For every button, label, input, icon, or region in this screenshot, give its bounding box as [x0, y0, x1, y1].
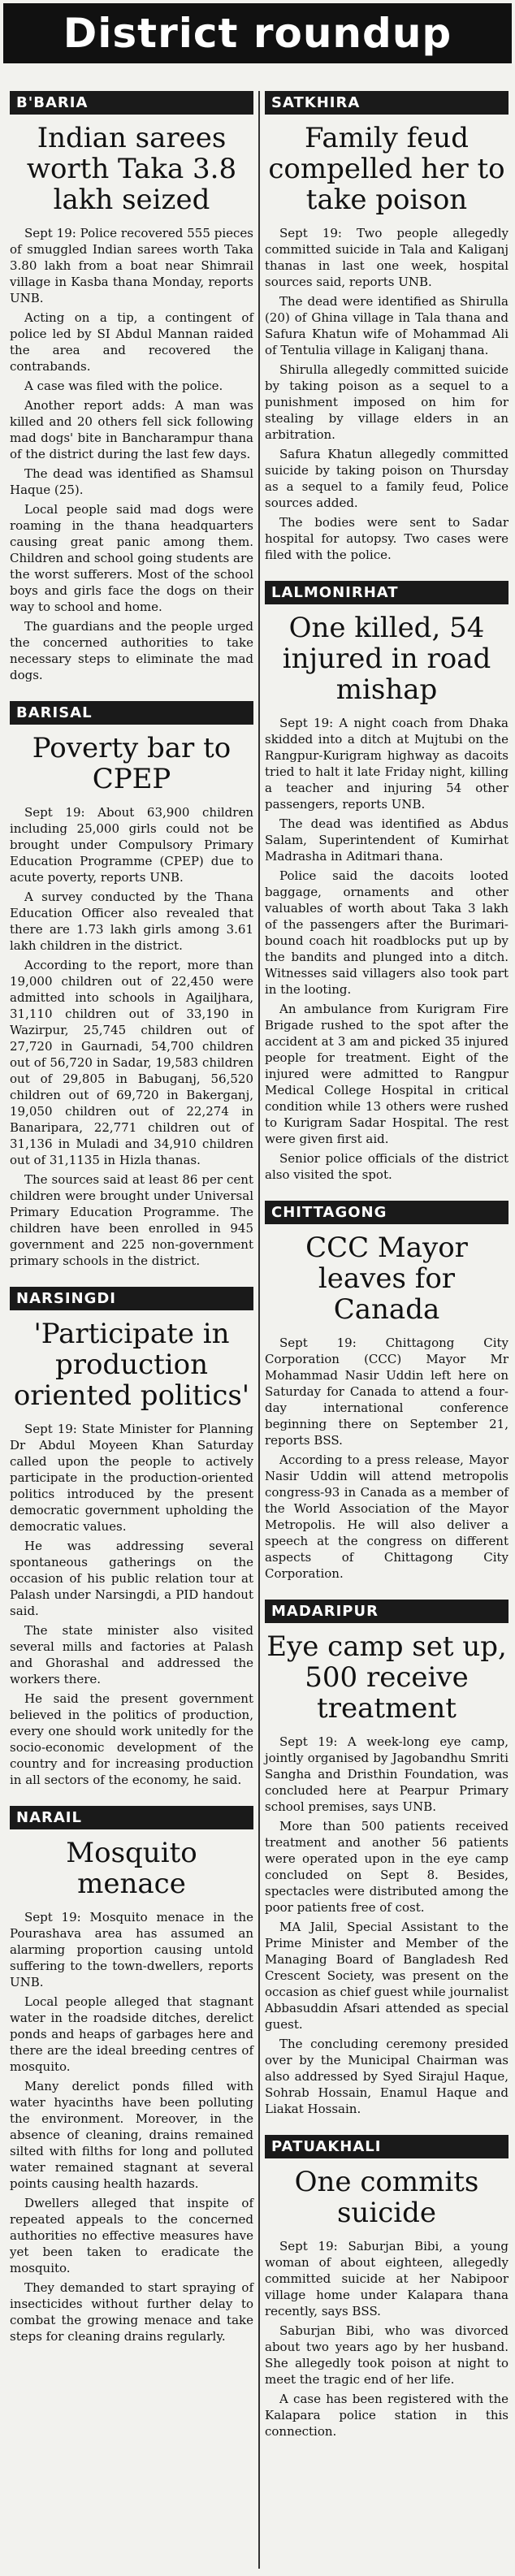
story-dateline: NARAIL [10, 1806, 253, 1829]
story-headline: Mosquito menace [66, 1837, 197, 1900]
story-paragraph: Acting on a tip, a contingent of police led by SI Abdul Mannan raided the area and recovered the contrabands. [10, 310, 253, 374]
story-paragraph: Another report adds: A man was killed and 20 others fell sick following mad dogs' bite in Bancharampur thana of the district during the last few days. [10, 398, 253, 461]
story-paragraph: A case has been registered with the Kalapara police station in this connection. [265, 2392, 509, 2439]
story-paragraph: A case was filed with the police. [24, 379, 223, 393]
news-story [10, 1287, 253, 1788]
news-story [265, 581, 509, 1183]
story-paragraph: Sept 19: Two people allegedly committed suicide in Tala and Kaliganj thanas in last one week, hospital sources said, reports UNB. [265, 226, 509, 289]
story-dateline: MADARIPUR [265, 1600, 509, 1623]
story-headline: Indian sarees worth Taka 3.8 lakh seized [26, 122, 237, 216]
story-paragraph: The dead was identified as Shamsul Haque (25). [10, 466, 253, 497]
news-story [10, 701, 253, 1269]
story-paragraph: Safura Khatun allegedly committed suicide by taking poison on Thursday as a sequel to a family feud, Police sources added. [265, 447, 509, 510]
story-paragraph: An ambulance from Kurigram Fire Brigade rushed to the spot after the accident at 3 am and picked 35 injured people for treatment. Eight of the injured were admitted to Rangpur Medical College Hospital in critical condition while 13 others were rushed to Kurigram Sadar Hospital. The rest were given first aid. [265, 1002, 509, 1146]
story-headline: CCC Mayor leaves for Canada [305, 1232, 468, 1326]
story-paragraph: Shirulla allegedly committed suicide by taking poison as a sequel to a punishment imposed on him for stealing by village elders in an arbitration. [265, 362, 509, 442]
story-paragraph: The bodies were sent to Sadar hospital for autopsy. Two cases were filed with the police. [265, 515, 509, 562]
story-paragraph: Sept 19: State Minister for Planning Dr Abdul Moyeen Khan Saturday called upon the people to actively participate in the production-oriented politics introduced by the present democratic government upholding the democratic values. [10, 1422, 253, 1534]
story-dateline: B'BARIA [10, 91, 253, 115]
story-paragraph: Sept 19: Police recovered 555 pieces of smuggled Indian sarees worth Taka 3.80 lakh from a boat near Shimrail village in Kasba thana Monday, reports UNB. [10, 226, 253, 305]
section-banner: District roundup [3, 3, 512, 63]
story-paragraph: Local people said mad dogs were roaming in the thana headquarters causing great panic among them. Children and school going students are the worst sufferers. Most of the school boys and girls face the dogs on their way to school and home. [10, 502, 253, 614]
story-dateline: BARISAL [10, 701, 253, 725]
news-story [10, 1806, 253, 2344]
story-paragraph: Sept 19: Mosquito menace in the Pourashava area has assumed an alarming proportion causing untold suffering to the town-dwellers, reports UNB. [10, 1910, 253, 1989]
story-paragraph: Dwellers alleged that inspite of repeated appeals to the concerned authorities no effective measures have yet been taken to eradicate the mosquito. [10, 2196, 253, 2275]
news-story [10, 91, 253, 683]
story-headline: Family feud compelled her to take poison [268, 122, 505, 216]
news-story [265, 91, 509, 563]
news-story [265, 2135, 509, 2440]
right-column [265, 91, 509, 2457]
story-paragraph: Sept 19: A night coach from Dhaka skidded into a ditch at Mujtubi on the Rangpur-Kurigram highway as dacoits tried to halt it late Friday night, killing a teacher and injuring 54 other passengers, reports UNB. [265, 716, 509, 812]
story-paragraph: The dead was identified as Abdus Salam, Superintendent of Kumirhat Madrasha in Aditmari thana. [265, 816, 509, 864]
story-headline: Eye camp set up, 500 receive treatment [266, 1630, 507, 1725]
story-paragraph: Saburjan Bibi, who was divorced about two years ago by her husband. She allegedly took poison at night to meet the tragic end of her life. [265, 2323, 509, 2387]
story-paragraph: Sept 19: A week-long eye camp, jointly organised by Jagobandhu Smriti Sangha and Dristhin Foundation, was concluded here at Pearpur Primary school premises, says UNB. [265, 1734, 509, 1814]
story-paragraph: Sept 19: About 63,900 children including 25,000 girls could not be brought under Compulsory Primary Education Programme (CPEP) due to acute poverty, reports UNB. [10, 805, 253, 885]
story-paragraph: The concluding ceremony presided over by the Municipal Chairman was also addressed by Syed Sirajul Haque, Sohrab Hossain, Enamul Haque and Liakat Hossain. [265, 2037, 509, 2116]
story-paragraph: MA Jalil, Special Assistant to the Prime Minister and Member of the Managing Board of Bangladesh Red Crescent Society, was present on the occasion as chief guest while journalist Abbasuddin Afsari attended as special guest. [265, 1920, 509, 2032]
news-story [265, 1600, 509, 2117]
news-story [265, 1201, 509, 1582]
story-dateline: LALMONIRHAT [265, 581, 509, 604]
story-paragraph: Many derelict ponds filled with water hyacinths have been polluting the environment. Moreover, in the absence of cleaning, drains remained silted with filths for long and polluted water remained stagnant at several points causing health hazards. [10, 2079, 253, 2191]
story-headline: One commits suicide [294, 2166, 479, 2229]
story-paragraph: Sept 19: Chittagong City Corporation (CCC) Mayor Mr Mohammad Nasir Uddin left here on Saturday for Canada to attend a four-day international conference beginning there on September 21, reports BSS. [265, 1336, 509, 1448]
story-dateline: PATUAKHALI [265, 2135, 509, 2158]
left-column [10, 91, 253, 2362]
story-paragraph: The sources said at least 86 per cent children were brought under Universal Primary Education Programme. The children have been enrolled in 945 government and 225 non-government primary schools in the district. [10, 1172, 253, 1268]
story-headline: One killed, 54 injured in road mishap [282, 612, 491, 706]
column-divider [258, 91, 260, 2569]
story-paragraph: He said the present government believed in the politics of production, every one should work unitedly for the socio-economic development of the country and for increasing production in all sectors of the economy, he said. [10, 1691, 253, 1787]
story-headline: 'Participate in production oriented politics' [13, 1318, 250, 1412]
story-paragraph: Senior police officials of the district also visited the spot. [265, 1151, 509, 1182]
story-paragraph: Local people alleged that stagnant water in the roadside ditches, derelict ponds and heaps of garbages here and there are the ideal breeding centres of mosquito. [10, 1994, 253, 2074]
story-paragraph: The guardians and the people urged the concerned authorities to take necessary steps to eliminate the mad dogs. [10, 619, 253, 682]
story-paragraph: According to the report, more than 19,000 children out of 22,450 were admitted into schools in Agailjhara, 31,110 children out of 33,190 in Wazirpur, 25,745 children out of 27,720 in Gaurnadi, 54,700 children out of 56,720 in Sadar, 19,583 children out of 29,805 in Babuganj, 56,520 children out of 69,720 in Bakerganj, 19,050 children out of 22,274 in Banaripara, 22,771 children out of 31,136 in Muladi and 34,910 children out of 31,1135 in Hizla thanas. [10, 958, 253, 1167]
story-dateline: CHITTAGONG [265, 1201, 509, 1224]
story-paragraph: Sept 19: Saburjan Bibi, a young woman of about eighteen, allegedly committed suicide at her Nabipoor village home under Kalapara thana recently, says BSS. [265, 2239, 509, 2318]
story-paragraph: According to a press release, Mayor Nasir Uddin will attend metropolis congress-93 in Canada as a member of the World Association of the Mayor Metropolis. He will also deliver a speech at the congress on different aspects of Chittagong City Corporation. [265, 1453, 509, 1581]
story-headline: Poverty bar to CPEP [32, 732, 232, 795]
story-paragraph: Police said the dacoits looted baggage, ornaments and other valuables of worth about Taka 3 lakh of the passengers after the Burimari-bound coach hit roadblocks put up by the bandits and plunged into a ditch. Witnesses said villagers also took part in the looting. [265, 868, 509, 997]
story-paragraph: More than 500 patients received treatment and another 56 patients were operated upon in the eye camp concluded on Sept 8. Besides, spectacles were distributed among the poor patients free of cost. [265, 1819, 509, 1915]
story-dateline: SATKHIRA [265, 91, 509, 115]
story-paragraph: The dead were identified as Shirulla (20) of Ghina village in Tala thana and Safura Khatun wife of Mohammad Ali of Tentulia village in Kaliganj thana. [265, 294, 509, 357]
story-paragraph: The state minister also visited several mills and factories at Palash and Ghorashal and addressed the workers there. [10, 1623, 253, 1686]
story-paragraph: A survey conducted by the Thana Education Officer also revealed that there are 1.73 lakh girls among 3.61 lakh children in the district. [10, 890, 253, 953]
story-dateline: NARSINGDI [10, 1287, 253, 1310]
story-paragraph: They demanded to start spraying of insecticides without further delay to combat the growing menace and take steps for cleaning drains regularly. [10, 2280, 253, 2344]
story-paragraph: He was addressing several spontaneous gatherings on the occasion of his public relation tour at Palash under Narsingdi, a PID handout said. [10, 1539, 253, 1618]
